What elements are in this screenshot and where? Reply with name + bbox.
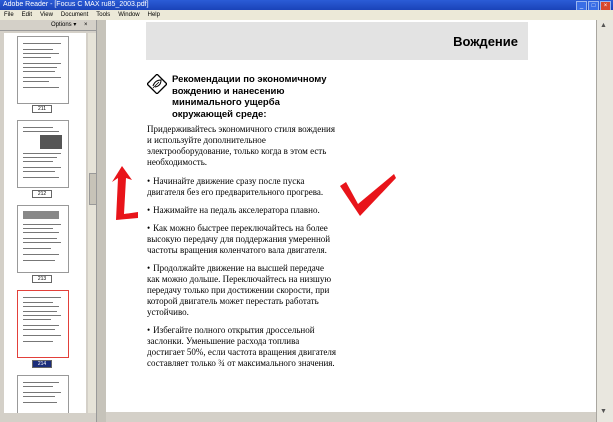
bullet-item: • Нажимайте на педаль акселератора плавно. [147,205,320,215]
minimize-button[interactable]: _ [576,1,587,11]
section-header-band [146,22,528,60]
menu-window[interactable]: Window [118,12,140,18]
window-title: Adobe Reader - [Focus C MAX ru85_2003.pdf] [3,1,149,8]
thumbnail-scrollbar[interactable] [88,33,96,413]
environment-warning-icon [147,74,167,94]
thumbnail-label: 214 [32,360,52,368]
page-body-text [147,124,337,376]
menu-document[interactable]: Document [60,12,89,18]
window-controls [576,0,611,10]
intro-paragraph: Придерживайтесь экономичного стиля вождения и используйте дополнительное электрооборудование, только когда в этом есть необходимость. [147,124,336,167]
recommendations-heading: Рекомендации по экономичному вождению и нанесению минимального ущерба окружающей среде: [172,74,327,120]
bullet-item: • Избегайте полного открытия дроссельной заслонки. Уменьшение расхода топлива достигает 50%, если частота вращения двигателя составляет только ¾ от максимального значения. [147,325,337,368]
horizontal-scrollbar[interactable] [106,412,596,422]
menu-tools[interactable]: Tools [96,12,111,18]
close-panel-icon[interactable]: × [84,22,88,28]
bullet-item: • Как можно быстрее переключайтесь на более высокую передачу для поддержания умеренной частоты вращения коленчатого вала двигателя. [147,223,331,255]
red-bracket-annotation [108,160,140,222]
page-thumbnail-selected[interactable] [17,290,69,358]
thumbnail-label: 212 [32,190,52,198]
thumbnail-list [4,33,86,413]
page-thumbnail[interactable] [17,36,69,104]
close-button[interactable]: × [600,1,611,11]
thumbnail-label: 211 [32,105,52,113]
title-bar [0,0,613,10]
page-thumbnail[interactable] [17,120,69,188]
bullet-item: • Продолжайте движение на высшей передаче как можно дольше. Переключайтесь на низшую передачу только при достижении скорости, при которой двигатель может перестать работать устойчиво. [147,263,332,317]
bullet-item: • Начинайте движение сразу после пуска двигателя без его предварительного прогрева. [147,176,324,197]
maximize-button[interactable]: □ [588,1,599,11]
options-menu-button[interactable]: Options ▾ [51,22,77,28]
menu-view[interactable]: View [40,12,53,18]
scroll-down-icon[interactable]: ▼ [600,408,607,415]
pages-panel [0,20,96,422]
thumbnail-label: 213 [32,275,52,283]
menu-file[interactable]: File [4,12,14,18]
section-title: Вождение [453,34,518,49]
pages-panel-header [0,20,96,31]
menu-edit[interactable]: Edit [21,12,33,18]
document-scrollbar[interactable] [596,20,613,422]
page-thumbnail[interactable] [17,375,69,413]
page-thumbnail[interactable] [17,205,69,273]
menu-bar [0,10,613,20]
menu-help[interactable]: Help [147,12,160,18]
scroll-up-icon[interactable]: ▲ [600,22,607,29]
red-checkmark-annotation [338,172,400,222]
